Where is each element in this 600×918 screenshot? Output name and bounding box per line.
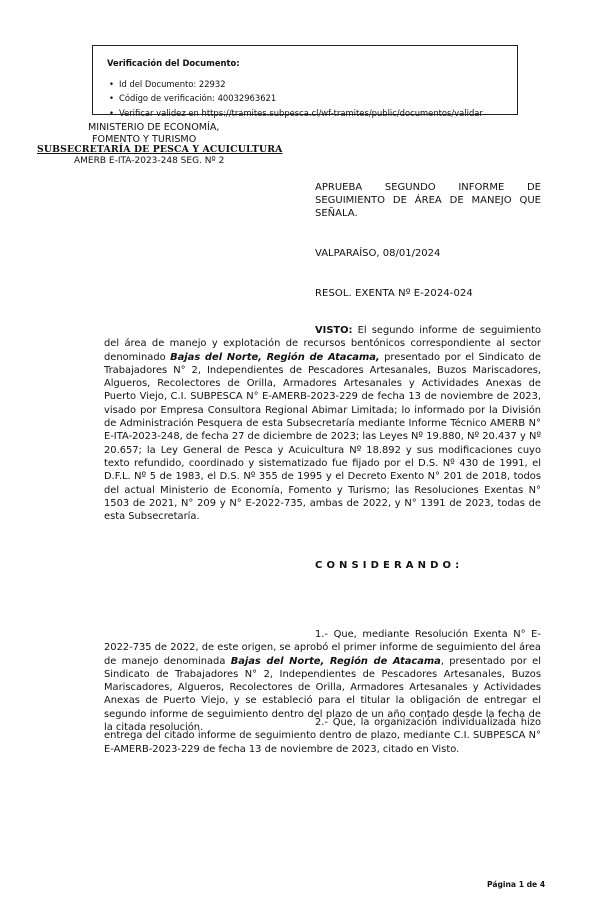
c1-area-name: Bajas del Norte, Región de Atacama	[230, 655, 441, 667]
c1-text-1: 1.- Que, mediante Resolución Exenta N° E-2022-735 de 2022, de este origen, se aprobó el primer informe de seguimiento del área de manejo denominada	[104, 629, 541, 667]
verification-url[interactable]: • Verificar validez en https://tramites.subpesca.cl/wf-tramites/public/documentos/validar	[119, 106, 517, 121]
c1-text-2: , presentado por el Sindicato de Trabajadores N° 2, Independientes de Pescadores Artesanales, Buzos Mariscadores, Algueros, Recolectores de Orilla, Armadores Artesanales y Actividades Anexas de Puerto Viejo, y se estableció para el titular la obligación de entregar el segundo informe de seguimiento dentro del plazo de un año contado desde la fecha de la citada resolución.	[104, 655, 541, 734]
considerando-heading: CONSIDERANDO:	[315, 560, 464, 571]
verification-code: • Código de verificación: 40032963621	[119, 91, 517, 106]
verification-box	[92, 45, 518, 118]
visto-label: VISTO:	[315, 325, 353, 336]
document-id: • Id del Documento: 22932	[119, 77, 517, 92]
ministry-name-line1: MINISTERIO DE ECONOMÍA,	[88, 122, 220, 133]
verification-list	[107, 77, 517, 121]
ministry-name-line2: FOMENTO Y TURISMO	[92, 134, 197, 145]
resolution-number: RESOL. EXENTA Nº E-2024-024	[315, 288, 473, 299]
document-date: VALPARAÍSO, 08/01/2024	[315, 248, 441, 259]
considerando-2: 2.- Que, la organización individualizada hizo entrega del citado informe de seguimiento dentro de plazo, mediante C.I. SUBPESCA N° E-AMERB-2023-229 de fecha 13 de noviembre de 2023, citado en Visto.	[104, 717, 541, 755]
visto-paragraph	[104, 324, 541, 523]
subsecretaria-name: SUBSECRETARÍA DE PESCA Y ACUICULTURA	[37, 144, 283, 155]
visto-text-2: presentado por el Sindicato de Trabajadores N° 2, Independientes de Pescadores Artesanales, Buzos Mariscadores, Algueros, Recolectores de Orilla, Armadores Artesanales y Actividades Anexas de Puerto Viejo, C.I. SUBPESCA N° E-AMERB-2023-229 de fecha 13 de noviembre de 2023, visado por Empresa Consultora Regional Abimar Limitada; lo informado por la División de Administración Pesquera de esta Subsecretaría mediante Informe Técnico AMERB N° E-ITA-2023-248, de fecha 27 de diciembre de 2023; las Leyes Nº 19.880, Nº 20.437 y Nº 20.657; la Ley General de Pesca y Acuicultura Nº 18.892 y sus modificaciones cuyo texto refundido, coordinado y sistematizado fue fijado por el D.S. Nº 430 de 1991, el D.F.L. Nº 5 de 1983, el D.S. Nº 355 de 1995 y el Decreto Exento N° 201 de 2018, todos del actual Ministerio de Economía, Fomento y Turismo; las Resoluciones Exentas N° 1503 de 2021, N° 209 y N° E-2022-735, ambas de 2022, y N° 1391 de 2023, todas de esta Subsecretaría.	[104, 351, 541, 523]
verification-title: Verificación del Documento:	[107, 58, 240, 68]
document-title: APRUEBA SEGUNDO INFORME DE SEGUIMIENTO DE ÁREA DE MANEJO QUE SEÑALA.	[315, 182, 541, 219]
visto-text-1: El segundo informe de seguimiento del área de manejo y explotación de recursos bentónicos correspondiente al sector denominado	[104, 325, 541, 363]
reference-code: AMERB E-ITA-2023-248 SEG. Nº 2	[74, 156, 225, 166]
page-number: Página 1 de 4	[487, 880, 546, 889]
visto-area-name: Bajas del Norte, Región de Atacama,	[170, 351, 380, 363]
